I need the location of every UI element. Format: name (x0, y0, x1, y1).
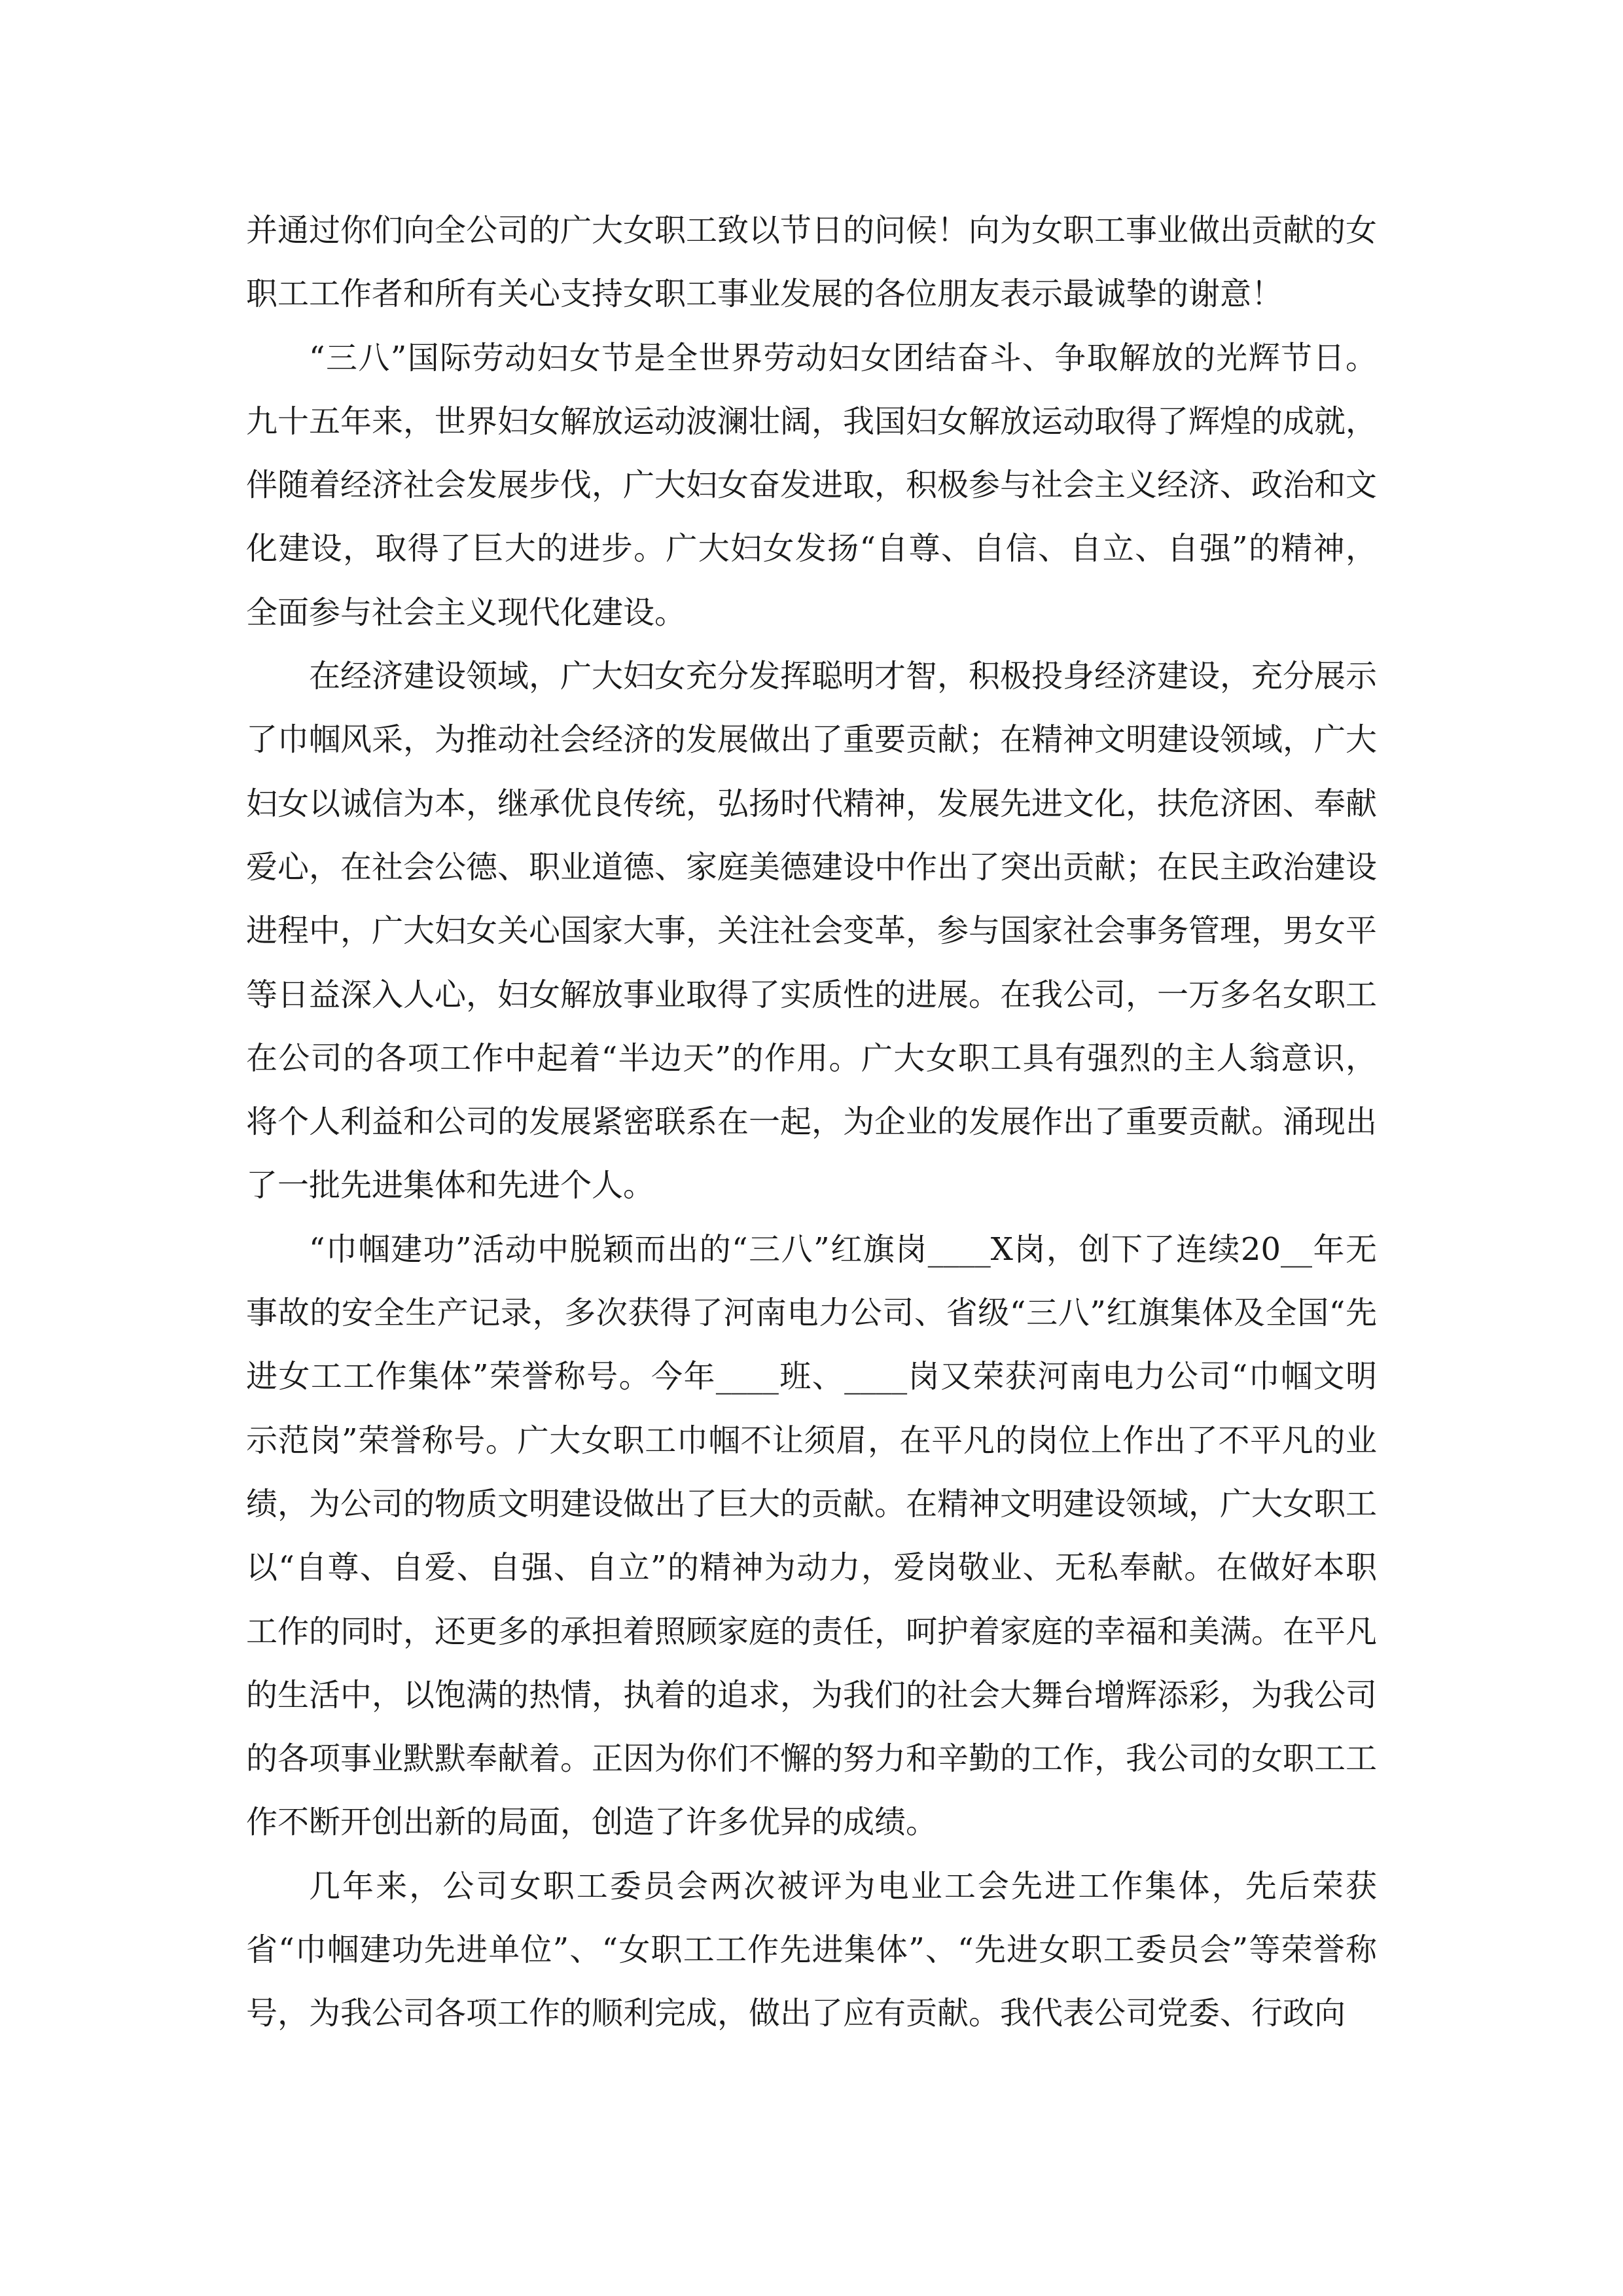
body-text (246, 199, 1377, 2046)
paragraph-5: 几年来，公司女职工委员会两次被评为电业工会先进工作集体，先后荣获省“巾帼建功先进单位”、“女职工工作先进集体”、“先进女职工委员会”等荣誉称号，为我公司各项工作的顺利完成，做出了应有贡献。我代表公司党委、行政向 (246, 1867, 1377, 2032)
paragraph-1: 并通过你们向全公司的广大女职工致以节日的问候！向为女职工事业做出贡献的女职工工作者和所有关心支持女职工事业发展的各位朋友表示最诚挚的谢意！ (246, 212, 1378, 313)
paragraph-3: 在经济建设领域，广大妇女充分发挥聪明才智，积极投身经济建设，充分展示了巾帼风采，为推动社会经济的发展做出了重要贡献；在精神文明建设领域，广大妇女以诚信为本，继承优良传统，弘扬时代精神，发展先进文化，扶危济困、奉献爱心，在社会公德、职业道德、家庭美德建设中作出了突出贡献；在民主政治建设进程中，广大妇女关心国家大事，关注社会变革，参与国家社会事务管理，男女平等日益深入人心，妇女解放事业取得了实质性的进展。在我公司，一万多名女职工在公司的各项工作中起着“半边天”的作用。广大女职工具有强烈的主人翁意识，将个人利益和公司的发展紧密联系在一起，为企业的发展作出了重要贡献。涌现出了一批先进集体和先进个人。 (246, 658, 1378, 1204)
paragraph-4: “巾帼建功”活动中脱颖而出的“三八”红旗岗____X岗，创下了连续20__年无事故的安全生产记录，多次获得了河南电力公司、省级“三八”红旗集体及全国“先进女工工作集体”荣誉称号。今年____班、____岗又荣获河南电力公司“巾帼文明示范岗”荣誉称号。广大女职工巾帼不让须眉，在平凡的岗位上作出了不平凡的业绩，为公司的物质文明建设做出了巨大的贡献。在精神文明建设领域，广大女职工以“自尊、自爱、自强、自立”的精神为动力，爱岗敬业、无私奉献。在做好本职工作的同时，还更多的承担着照顾家庭的责任，呵护着家庭的幸福和美满。在平凡的生活中，以饱满的热情，执着的追求，为我们的社会大舞台增辉添彩，为我公司的各项事业默默奉献着。正因为你们不懈的努力和辛勤的工作，我公司的女职工工作不断开创出新的局面，创造了许多优异的成绩。 (246, 1230, 1378, 1841)
paragraph-2: “三八”国际劳动妇女节是全世界劳动妇女团结奋斗、争取解放的光辉节日。九十五年来，世界妇女解放运动波澜壮阔，我国妇女解放运动取得了辉煌的成就，伴随着经济社会发展步伐，广大妇女奋发进取，积极参与社会主义经济、政治和文化建设，取得了巨大的进步。广大妇女发扬“自尊、自信、自立、自强”的精神，全面参与社会主义现代化建设。 (246, 339, 1378, 631)
